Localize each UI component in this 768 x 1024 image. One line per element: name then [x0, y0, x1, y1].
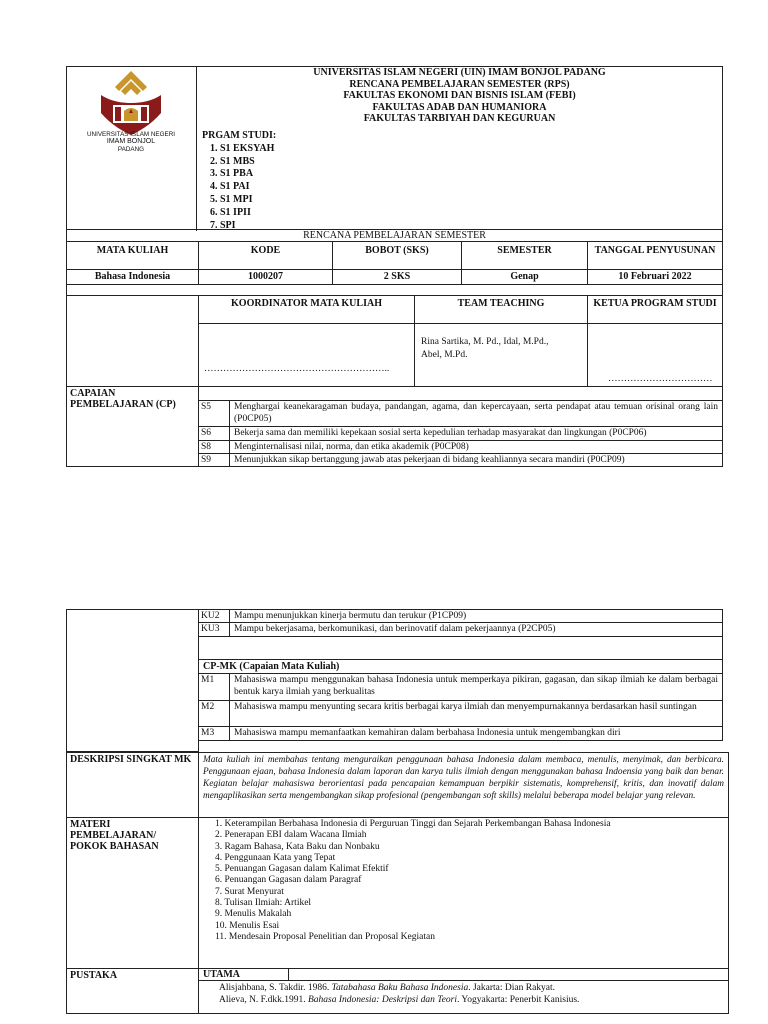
cpmk-row: [198, 673, 723, 701]
header-line-5: FAKULTAS TARBIYAH DAN KEGURUAN: [363, 113, 556, 124]
materi-item: 7. Surat Menyurat: [215, 886, 284, 897]
rps-title: RENCANA PEMBELAJARAN SEMESTER: [66, 229, 723, 242]
cp-text: Menginternalisasi nilai, norma, dan etika akademik (P0CP08): [234, 442, 469, 452]
cp-row: [198, 453, 723, 467]
ku-code: KU2: [199, 610, 230, 622]
header-kode: KODE: [198, 241, 333, 270]
header-team-teaching: TEAM TEACHING: [414, 295, 588, 324]
koordinator-signature: …………………………………………………..: [204, 364, 390, 374]
cpmk-spacer: [198, 636, 723, 660]
materi-item: 1. Keterampilan Berbahasa Indonesia di Perguruan Tinggi dan Sejarah Perkembangan Bahasa Indonesia: [215, 819, 611, 829]
cpmk-code: M2: [199, 701, 230, 726]
header-ketua-prodi: KETUA PROGRAM STUDI: [587, 295, 723, 324]
pustaka-utama: UTAMA: [198, 968, 289, 981]
cpmk-text: Mahasiswa mampu memanfaatkan kemahiran dalam berbahasa Indonesia untuk mengembangkan diri: [234, 728, 621, 738]
value-tanggal: 10 Februari 2022: [587, 269, 723, 285]
prodi-item: 7. SPI: [220, 220, 276, 233]
materi-item: 10. Menulis Esai: [215, 920, 280, 931]
prodi-item: 4. S1 PAI: [220, 181, 276, 194]
header-line-3: FAKULTAS EKONOMI DAN BISNIS ISLAM (FEBI): [343, 90, 576, 101]
logo-block: [67, 67, 197, 231]
cp-empty-row: [198, 386, 723, 401]
logo-text-line1: UNIVERSITAS ISLAM NEGERI: [86, 131, 176, 138]
header-koordinator: KOORDINATOR MATA KULIAH: [198, 295, 415, 324]
header-text: [197, 67, 722, 231]
cp-label: CAPAIAN PEMBELAJARAN (CP): [66, 386, 199, 467]
cpmk-code: M3: [199, 727, 230, 740]
materi-item: 8. Tulisan Ilmiah: Artikel: [215, 898, 312, 909]
ku-row: [198, 609, 723, 623]
logo-text-line3: PADANG: [117, 145, 145, 153]
prodi-item: 5. S1 MPI: [220, 194, 276, 207]
materi-list: [198, 817, 729, 969]
header-tanggal: TANGGAL PENYUSUNAN: [587, 241, 723, 270]
deskripsi-label: DESKRIPSI SINGKAT MK: [66, 752, 199, 818]
cp-text: Menghargai keanekaragaman budaya, pandangan, agama, dan kepercayaan, serta pendapat atau temuan orisinal orang lain (P0CP05): [234, 402, 718, 424]
materi-label: MATERI PEMBELAJARAN/ POKOK BAHASAN: [66, 817, 199, 969]
ku-text: Mampu bekerjasama, berkomunikasi, dan berinovatif dalam pekerjaannya (P2CP05): [234, 624, 556, 634]
value-mata-kuliah: Bahasa Indonesia: [66, 269, 199, 285]
logo-text-line2: IMAM BONJOL: [106, 138, 156, 146]
value-bobot: 2 SKS: [332, 269, 462, 285]
prodi-label: PRGAM STUDI:: [202, 130, 277, 141]
materi-item: 2. Penerapan EBI dalam Wacana Ilmiah: [215, 830, 367, 841]
cp-row: [198, 426, 723, 441]
ku-row: [198, 622, 723, 637]
cp-code: S8: [199, 441, 230, 453]
pustaka-ref: Alisjahbana, S. Takdir. 1986. Tatabahasa Baku Bahasa Indonesia. Jakarta: Dian Rakyat.: [219, 983, 556, 993]
cp-text: Menunjukkan sikap bertanggung jawab atas pekerjaan di bidang keahliannya secara mandiri (P0CP09): [234, 455, 625, 465]
materi-item: 9. Menulis Makalah: [215, 909, 292, 920]
value-semester: Genap: [461, 269, 588, 285]
pustaka-label: PUSTAKA: [66, 968, 199, 1014]
cp-code: S6: [199, 427, 230, 440]
team-teaching-names: Rina Sartika, M. Pd., Idal, M.Pd., Abel, M.Pd.: [421, 337, 549, 360]
header-line-4: FAKULTAS ADAB DAN HUMANIORA: [372, 101, 547, 113]
cpmk-label: CP-MK (Capaian Mata Kuliah): [198, 659, 723, 674]
materi-item: 6. Penuangan Gagasan dalam Paragraf: [215, 875, 362, 886]
header-semester: SEMESTER: [461, 241, 588, 270]
prodi-item: 1. S1 EKSYAH: [220, 143, 276, 156]
team-teaching-cell: [414, 323, 588, 387]
cp-row: [198, 440, 723, 454]
materi-item: 4. Penggunaan Kata yang Tepat: [215, 852, 336, 863]
prodi-item: 2. S1 MBS: [220, 156, 276, 169]
cpmk-text: Mahasiswa mampu menggunakan bahasa Indonesia untuk memperkaya pikiran, gagasan, dan sikap ilmiah ke dalam berbagai bentuk karya ilmiah yang berkualitas: [234, 675, 718, 697]
cp-text: Bekerja sama dan memiliki kepekaan sosial serta kepedulian terhadap masyarakat dan lingkungan (P0CP06): [234, 428, 647, 438]
deskripsi-text: Mata kuliah ini membahas tentang menguraikan penggunaan bahasa Indonesia dalam membaca, menulis, menyimak, dan berbicara. Penggunaan ejaan, bahasa Indonesia dalam laporan dan karya tulis ilmiah dengan menggunakan bahasa Indoensia yang baik dan benar. Kegiatan belajar mahasiswa berorientasi pada pencapaian kemampuan berpikir sistematis, komprehensif, kritis, dan inovatif dalam mengaplikasikan serta mengembangkan sikap profesional (pengembangan soft skills) melalui beberapa model belajar yang relevan.: [198, 752, 729, 818]
ketua-signature: ……………………………: [608, 374, 713, 384]
prodi-item: 6. S1 IPII: [220, 207, 276, 220]
header-bobot: BOBOT (SKS): [332, 241, 462, 270]
ku-text: Mampu menunjukkan kinerja bermutu dan terukur (P1CP09): [234, 611, 467, 621]
header-mata-kuliah: MATA KULIAH: [66, 241, 199, 270]
pustaka-refs: [198, 980, 729, 1014]
ku-code: KU3: [199, 623, 230, 636]
pustaka-ref: Alieva, N. F.dkk.1991. Bahasa Indonesia: Deskripsi dan Teori. Yogyakarta: Penerbit Kanisius.: [219, 995, 580, 1005]
materi-item: 11. Mendesain Proposal Penelitian dan Proposal Kegiatan: [215, 931, 435, 942]
cpmk-row: [198, 726, 723, 741]
cp-continued-label-cell: [66, 609, 199, 752]
cp-code: S5: [199, 401, 230, 426]
uin-logo-icon: [91, 69, 171, 139]
prodi-item: 3. S1 PBA: [220, 168, 276, 181]
koordinator-sign-cell: [198, 323, 415, 387]
value-kode: 1000207: [198, 269, 333, 285]
roles-empty-cell: [66, 295, 199, 387]
cpmk-row: [198, 700, 723, 727]
cpmk-code: M1: [199, 674, 230, 700]
document-header: [66, 66, 723, 230]
cpmk-text: Mahasiswa mampu menyunting secara kritis berbagai karya ilmiah dan menyempurnakannya berdasarkan hasil suntingan: [234, 702, 697, 712]
cp-row: [198, 400, 723, 427]
cp-code: S9: [199, 454, 230, 466]
program-studi: [202, 130, 276, 232]
header-line-2: RENCANA PEMBELAJARAN SEMESTER (RPS): [349, 78, 570, 90]
ketua-sign-cell: [587, 323, 723, 387]
header-line-1: UNIVERSITAS ISLAM NEGERI (UIN) IMAM BONJOL PADANG: [313, 67, 606, 78]
materi-item: 5. Penuangan Gagasan dalam Kalimat Efektif: [215, 864, 389, 875]
materi-item: 3. Ragam Bahasa, Kata Baku dan Nonbaku: [215, 841, 380, 852]
